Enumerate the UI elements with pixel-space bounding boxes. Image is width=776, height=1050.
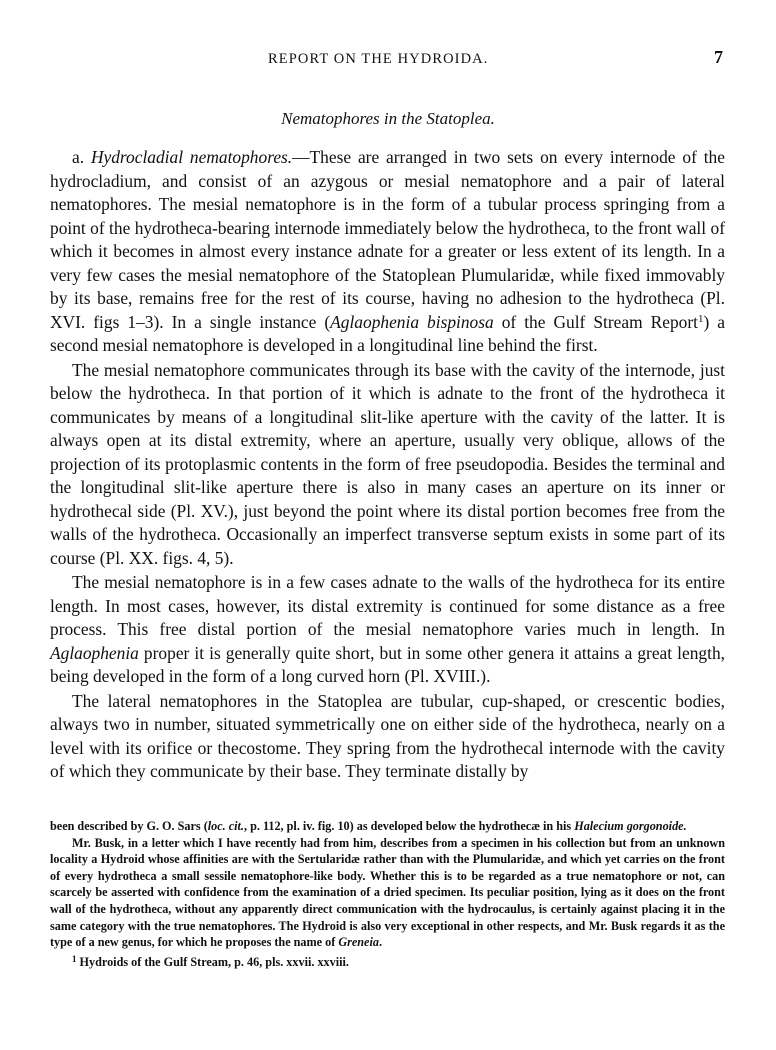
footnote-1	[50, 951, 725, 971]
footnote-text: , p. 112, pl. iv. fig. 10) as developed below the hydrothecæ in his	[243, 819, 575, 833]
footnote-marker: 1	[72, 953, 77, 964]
footnote-reference: 1	[697, 312, 704, 325]
footnote-text: Mr. Busk, in a letter which I have recently had from him, describes from a specimen in his collection but from an unknown locality a Hydroid whose affinities are with the Sertularidæ rather than with the Plumularidæ, and which yet carries on the front of every hydrotheca a small sessile nematophore-like body. Whether this is to be regarded as a true nematophore or not, can scarcely be asserted with confidence from the examination of a dried specimen. Its peculiar position, lying as it does on the front wall of the hydrotheca, without any apparently direct communication with the hydrocaulus, is certainly against placing it in the same category with the true nematophores. The Hydroid is also very exceptional in other respects, and Mr. Busk regards it as the type of a new genus, for which he proposes the name of	[50, 835, 725, 950]
species-name: Aglaophenia bispinosa	[330, 311, 494, 332]
paragraph-mesial-communication: The mesial nematophore communicates through its base with the cavity of the internode, just below the hydrotheca. In that portion of it which is adnate to the front of the hydrotheca it communicates by means of a longitudinal slit-like aperture with the cavity of the latter. It is always open at its distal extremity, where an aperture, usually very oblique, allows of the projection of its protoplasmic contents in the form of free pseudopodia. Besides the terminal and the longitudinal slit-like aperture there is also in many cases an aperture on its inner or hydrothecal side (Pl. XV.), just beyond the point where its distal portion becomes free from the walls of the hydrotheca. Occasionally an imperfect transverse septum exists in some part of its course (Pl. XX. figs. 4, 5).	[50, 359, 725, 568]
footnote-continuation	[50, 818, 725, 835]
section-title: Nematophores in the Statoplea.	[281, 109, 495, 128]
footnote-busk	[50, 835, 725, 951]
footnotes	[50, 818, 725, 970]
paragraph-text: —These are arranged in two sets on every internode of the hydrocladium, and consist of an azygous or mesial nematophore and a pair of lateral nematophores. The mesial nematophore is in the form of a tubular process springing from a point of the hydrotheca-bearing internode immediately below the hydrotheca, to the front wall of which it becomes in almost every instance adnate for a greater or less extent of its length. In a very few cases the mesial nematophore of the Statoplean Plumularidæ, while fixed immovably by its base, remains free for the rest of its course, having no adhesion to the hydrotheca (Pl. XVI. figs 1–3). In a single instance (	[50, 147, 725, 332]
genus-name: Aglaophenia	[50, 642, 139, 663]
paragraph-mesial-adnate	[50, 571, 725, 689]
page-number: 7	[714, 47, 723, 67]
body-text	[50, 146, 725, 784]
running-head: REPORT ON THE HYDROIDA.	[268, 51, 489, 67]
paragraph-text: The mesial nematophore is in a few cases adnate to the walls of the hydrotheca for its entire length. In most cases, however, its distal extremity is continued for some distance as a free process. This free distal portion of the mesial nematophore varies much in length. In	[50, 572, 725, 639]
footnote-text: been described by G. O. Sars (	[50, 819, 208, 833]
footnote-text: .	[378, 935, 382, 950]
paragraph-title: Hydrocladial nematophores.	[90, 147, 293, 167]
footnote-text: Hydroids of the Gulf Stream, p. 46, pls. xxvii. xxviii.	[76, 954, 349, 969]
paragraph-text: proper it is generally quite short, but in some other genera it attains a great length, being developed in the form of a long curved horn (Pl. XVIII.).	[50, 642, 725, 686]
species-name: Halecium gorgonoide.	[574, 819, 687, 833]
page-header	[0, 47, 776, 73]
paragraph-hydrocladial-nematophores	[50, 146, 725, 358]
paragraph-lateral-nematophores: The lateral nematophores in the Statoplea are tubular, cup-shaped, or crescentic bodies, always two in number, situated symmetrically one on either side of the hydrotheca, nearly on a level with its orifice or thecostome. They spring from the hydrothecal internode with the cavity of which they communicate by their base. They terminate distally by	[50, 690, 725, 781]
paragraph-text: of the Gulf Stream Report	[493, 311, 698, 332]
paragraph-text: ) a second mesial nematophore is developed in a longitudinal line behind the first.	[50, 311, 725, 355]
genus-name: Greneia	[338, 935, 379, 950]
citation-abbrev: loc. cit.	[207, 819, 244, 833]
paragraph-label: a.	[72, 147, 85, 167]
